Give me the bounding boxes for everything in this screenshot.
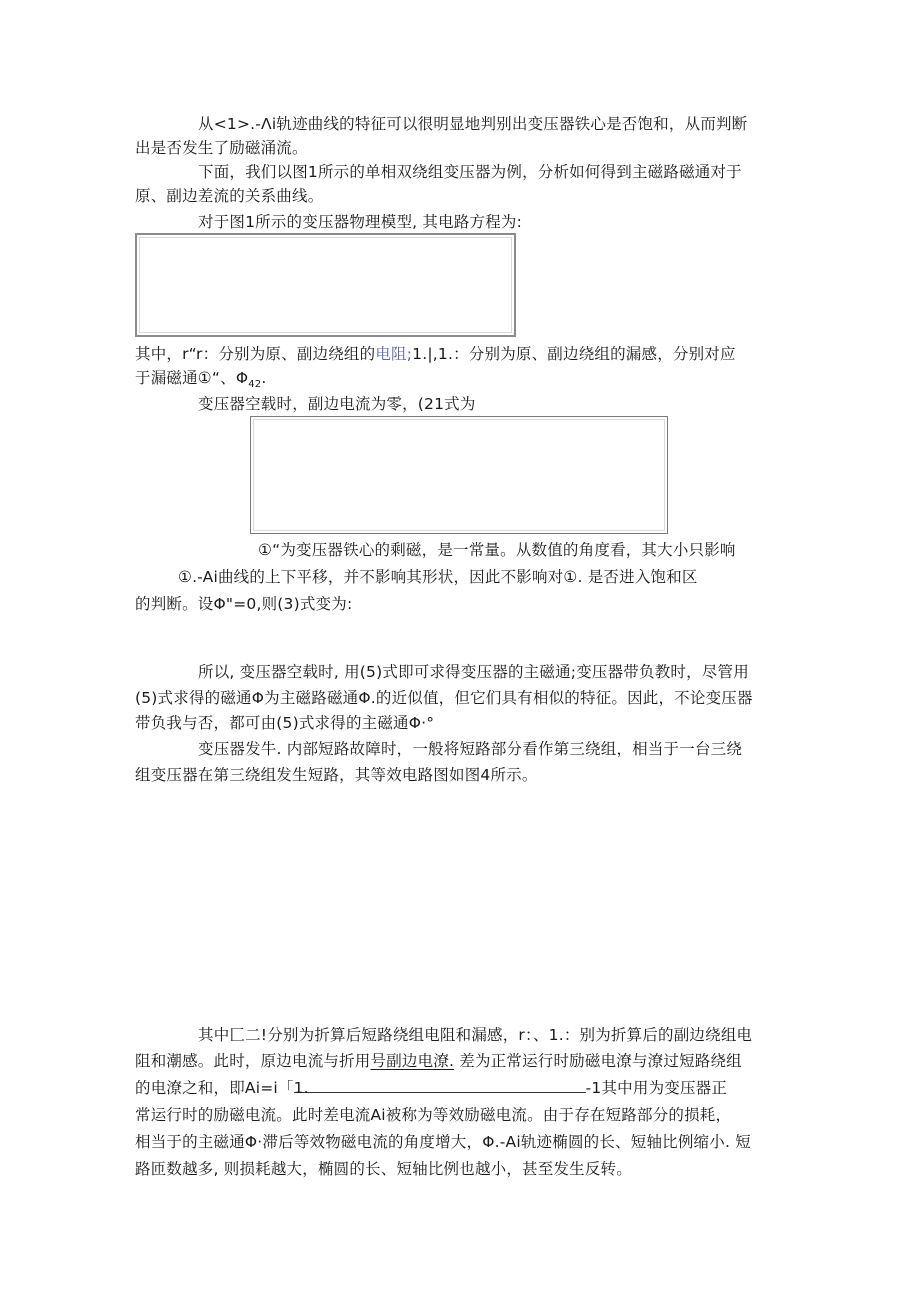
p1-line2: 出是否发生了励磁涌流。 (135, 139, 308, 157)
p9-line3-text-a: 的电潦之和，即Ai=i「 (135, 1079, 294, 1097)
p9-line3-blank-end: -1 (585, 1079, 602, 1097)
equation-box-2 (250, 416, 668, 534)
p9-line1: 其中匚二!分别为折算后短路绕组电阻和漏感，r：、1.：别为折算后的副边绕组电 (198, 1026, 753, 1044)
p7-line2: (5)式求得的磁通Φ为主磁路磁通Φ.的近似值，但它们具有相似的特征。因此，不论变压器 (135, 689, 753, 707)
p9-line3-text-b: 其中用为变压器正 (601, 1079, 728, 1097)
p2-line2: 原、副边差流的关系曲线。 (135, 187, 324, 205)
p3-line1: 对于图1所示的变压器物理模型, 其电路方程为: (198, 213, 523, 231)
p9-line3-blank-start: 1. (293, 1079, 309, 1097)
p9-line4: 常运行时的励磁电流。此时差电流Ai被称为等效励磁电流。由于存在短路部分的损耗， (135, 1106, 732, 1124)
p9-line3 (135, 1078, 727, 1098)
p2-line1: 下面，我们以图1所示的单相双绕组变压器为例，分析如何得到主磁路磁通对于 (198, 163, 742, 181)
equation-box-1 (135, 233, 516, 337)
p5-line1: 变压器空载时，副边电流为零，(21式为 (198, 395, 476, 413)
p4-line1 (135, 344, 736, 364)
p4-line2-text-b: . (261, 369, 267, 387)
p9-line6: 路匝数越多, 则损耗越大，椭圆的长、短轴比例也越小，甚至发生反转。 (135, 1160, 632, 1178)
p9-line2-text-a: 阻和潮感。此时，原边电流与折用 (135, 1052, 371, 1070)
p8-line2: 组变压器在第三绕组发生短路，其等效电路图如图4所示。 (135, 766, 538, 784)
p7-line3: 带负我与否，都可由(5)式求得的主磁通Φ·° (135, 714, 435, 732)
p8-line1: 变压器发牛. 内部短路故障时，一般将短路部分看作第三绕组，相当于一台三绕 (198, 740, 743, 758)
p7-line1: 所以, 变压器空载时, 用(5)式即可求得变压器的主磁通;变压器带负教时，尽管用 (198, 663, 749, 681)
p4-line2-text-a: 于漏磁通①“、Φ (135, 369, 249, 387)
p9-line2 (135, 1051, 742, 1071)
p6-line3: 的判断。设Φ"=0,则(3)式变为: (135, 595, 353, 613)
p6-line2: ①.-Ai曲线的上下平移，并不影响其形状，因此不影响对①. 是否进入饱和区 (178, 568, 698, 586)
p1-line1: 从<1>.-Λi轨迹曲线的特征可以很明显地判别出变压器铁心是否饱和，从而判断 (198, 115, 748, 133)
formula-blank-line (293, 1078, 586, 1097)
p9-line5: 相当于的主磁通Φ·滞后等效物磁电流的角度增大，Φ.-Ai轨迹椭圆的长、短轴比例缩小. 短 (135, 1133, 751, 1151)
p6-line1: ①“为变压器铁心的剩磁，是一常量。从数值的角度看，其大小只影响 (258, 541, 736, 559)
p9-line2-underlined: 号副边电潦. (370, 1052, 455, 1070)
p4-line2-sub: 42 (248, 379, 262, 391)
p4-line2 (135, 368, 267, 395)
p9-line2-text-b: 差为正常运行时励磁电潦与潦过短路绕组 (454, 1052, 742, 1070)
resistance-link: 电阻; (375, 345, 413, 363)
p4-line1-text-b: 1.|,1.：分别为原、副边绕组的漏感，分别对应 (412, 345, 736, 363)
p4-line1-text-a: 其中，r“r：分别为原、副边绕组的 (135, 345, 376, 363)
